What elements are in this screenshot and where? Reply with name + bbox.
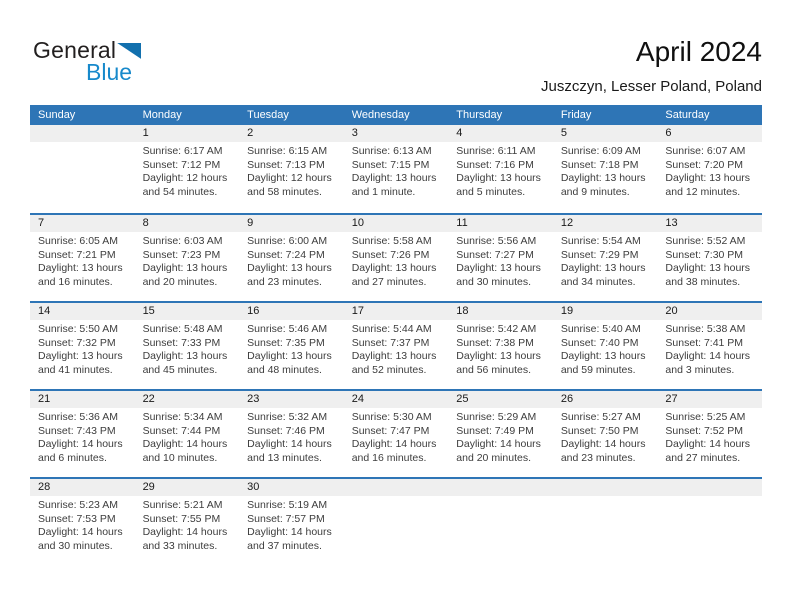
sunset-line: Sunset: 7:53 PM bbox=[38, 512, 116, 525]
day-details bbox=[657, 408, 762, 466]
sunset-line: Sunset: 7:41 PM bbox=[665, 336, 744, 349]
day-details bbox=[30, 320, 135, 378]
day-details bbox=[135, 408, 240, 466]
day-details bbox=[344, 408, 449, 466]
daylight-line-2: and 56 minutes. bbox=[456, 364, 531, 377]
daylight-line-1: Daylight: 12 hours bbox=[247, 172, 332, 185]
sunset-line: Sunset: 7:27 PM bbox=[456, 248, 534, 261]
weekday-header-wednesday: Wednesday bbox=[351, 109, 410, 121]
sunset-line: Sunset: 7:55 PM bbox=[142, 512, 221, 525]
daylight-line-1: Daylight: 13 hours bbox=[38, 350, 123, 363]
week-row bbox=[30, 301, 762, 389]
day-cell bbox=[30, 479, 135, 565]
day-number bbox=[553, 479, 658, 496]
day-number: 10 bbox=[344, 215, 449, 232]
daylight-line-2: and 20 minutes. bbox=[142, 276, 218, 289]
day-cell bbox=[553, 303, 658, 389]
day-cell bbox=[239, 303, 344, 389]
day-cell bbox=[135, 303, 240, 389]
sunset-line: Sunset: 7:33 PM bbox=[142, 336, 221, 349]
sunrise-line: Sunrise: 5:54 AM bbox=[560, 235, 641, 247]
general-blue-logo bbox=[33, 37, 141, 85]
day-details bbox=[30, 232, 135, 290]
sunrise-line: Sunrise: 5:40 AM bbox=[560, 323, 641, 335]
sunrise-line: Sunrise: 5:21 AM bbox=[142, 499, 223, 511]
sunset-line: Sunset: 7:29 PM bbox=[560, 248, 639, 261]
calendar-table bbox=[30, 105, 762, 565]
day-details bbox=[344, 232, 449, 290]
day-details bbox=[448, 496, 553, 499]
sunset-line: Sunset: 7:37 PM bbox=[351, 336, 430, 349]
day-number: 23 bbox=[239, 391, 344, 408]
sunset-line: Sunset: 7:24 PM bbox=[247, 248, 325, 261]
day-cell bbox=[30, 215, 135, 301]
daylight-line-1: Daylight: 14 hours bbox=[142, 438, 228, 451]
sunrise-line: Sunrise: 5:29 AM bbox=[456, 411, 537, 423]
day-details bbox=[448, 320, 553, 378]
sunrise-line: Sunrise: 5:52 AM bbox=[665, 235, 746, 247]
day-number: 21 bbox=[30, 391, 135, 408]
daylight-line-1: Daylight: 13 hours bbox=[142, 262, 228, 275]
day-cell bbox=[553, 125, 658, 213]
day-number bbox=[344, 479, 449, 496]
daylight-line-1: Daylight: 14 hours bbox=[247, 438, 332, 451]
sunrise-line: Sunrise: 6:13 AM bbox=[351, 145, 432, 157]
day-details bbox=[135, 142, 240, 200]
day-details bbox=[448, 408, 553, 466]
day-cell bbox=[135, 125, 240, 213]
sunrise-line: Sunrise: 6:11 AM bbox=[456, 145, 536, 157]
day-number: 24 bbox=[344, 391, 449, 408]
sunset-line: Sunset: 7:15 PM bbox=[351, 158, 430, 171]
day-number: 19 bbox=[553, 303, 658, 320]
weekday-header-friday: Friday bbox=[560, 109, 592, 121]
daylight-line-1: Daylight: 13 hours bbox=[456, 262, 541, 275]
day-details bbox=[239, 408, 344, 466]
daylight-line-1: Daylight: 14 hours bbox=[247, 526, 332, 539]
day-cell bbox=[657, 125, 762, 213]
logo-text-general: General bbox=[33, 37, 117, 63]
sunset-line: Sunset: 7:18 PM bbox=[560, 158, 639, 171]
sunrise-line: Sunrise: 5:46 AM bbox=[247, 323, 328, 335]
day-cell bbox=[448, 391, 553, 477]
day-details bbox=[553, 496, 658, 499]
sunrise-line: Sunrise: 5:19 AM bbox=[247, 499, 328, 511]
daylight-line-1: Daylight: 13 hours bbox=[142, 350, 228, 363]
day-number: 2 bbox=[239, 125, 344, 142]
day-details bbox=[239, 232, 344, 290]
sunset-line: Sunset: 7:50 PM bbox=[560, 424, 639, 437]
day-number bbox=[448, 479, 553, 496]
sunset-line: Sunset: 7:52 PM bbox=[665, 424, 744, 437]
daylight-line-2: and 30 minutes. bbox=[38, 540, 113, 553]
daylight-line-1: Daylight: 13 hours bbox=[560, 262, 646, 275]
day-details bbox=[30, 408, 135, 466]
sunset-line: Sunset: 7:35 PM bbox=[247, 336, 325, 349]
day-details bbox=[135, 320, 240, 378]
day-details bbox=[657, 232, 762, 290]
sunrise-line: Sunrise: 6:07 AM bbox=[665, 145, 746, 157]
day-cell bbox=[344, 215, 449, 301]
sunrise-line: Sunrise: 5:32 AM bbox=[247, 411, 328, 423]
day-number: 5 bbox=[553, 125, 658, 142]
daylight-line-1: Daylight: 14 hours bbox=[38, 526, 123, 539]
day-number: 25 bbox=[448, 391, 553, 408]
day-cell bbox=[657, 215, 762, 301]
day-details bbox=[553, 232, 658, 290]
day-details bbox=[553, 142, 658, 200]
sunrise-line: Sunrise: 5:44 AM bbox=[351, 323, 432, 335]
day-cell bbox=[344, 125, 449, 213]
day-cell bbox=[344, 391, 449, 477]
daylight-line-2: and 13 minutes. bbox=[247, 452, 322, 465]
day-cell bbox=[135, 215, 240, 301]
sunset-line: Sunset: 7:26 PM bbox=[351, 248, 430, 261]
daylight-line-1: Daylight: 14 hours bbox=[665, 438, 751, 451]
daylight-line-2: and 9 minutes. bbox=[560, 186, 630, 199]
daylight-line-1: Daylight: 12 hours bbox=[142, 172, 228, 185]
daylight-line-2: and 20 minutes. bbox=[456, 452, 531, 465]
daylight-line-2: and 41 minutes. bbox=[38, 364, 113, 377]
daylight-line-1: Daylight: 13 hours bbox=[456, 172, 541, 185]
day-details bbox=[657, 320, 762, 378]
daylight-line-2: and 27 minutes. bbox=[351, 276, 427, 289]
day-details bbox=[344, 320, 449, 378]
daylight-line-2: and 6 minutes. bbox=[38, 452, 107, 465]
day-number: 6 bbox=[657, 125, 762, 142]
day-number: 26 bbox=[553, 391, 658, 408]
page-title: April 2024 bbox=[635, 36, 762, 67]
daylight-line-1: Daylight: 13 hours bbox=[560, 172, 646, 185]
day-details bbox=[448, 232, 553, 290]
sunrise-line: Sunrise: 5:56 AM bbox=[456, 235, 537, 247]
day-details bbox=[135, 496, 240, 554]
day-details bbox=[657, 142, 762, 200]
daylight-line-1: Daylight: 13 hours bbox=[665, 172, 751, 185]
day-cell bbox=[135, 391, 240, 477]
daylight-line-1: Daylight: 13 hours bbox=[351, 172, 437, 185]
daylight-line-2: and 5 minutes. bbox=[456, 186, 526, 199]
day-cell bbox=[239, 391, 344, 477]
daylight-line-2: and 48 minutes. bbox=[247, 364, 322, 377]
daylight-line-1: Daylight: 13 hours bbox=[351, 350, 437, 363]
sunset-line: Sunset: 7:21 PM bbox=[38, 248, 116, 261]
day-details bbox=[657, 496, 762, 499]
day-number bbox=[30, 125, 135, 142]
sunrise-line: Sunrise: 5:25 AM bbox=[665, 411, 746, 423]
week-row bbox=[30, 213, 762, 301]
day-number: 13 bbox=[657, 215, 762, 232]
daylight-line-1: Daylight: 13 hours bbox=[560, 350, 646, 363]
sunrise-line: Sunrise: 5:42 AM bbox=[456, 323, 537, 335]
empty-day-cell bbox=[448, 479, 553, 565]
day-number: 14 bbox=[30, 303, 135, 320]
day-cell bbox=[657, 303, 762, 389]
day-details bbox=[344, 142, 449, 200]
day-details bbox=[553, 408, 658, 466]
weekday-header-tuesday: Tuesday bbox=[247, 109, 289, 121]
sunset-line: Sunset: 7:32 PM bbox=[38, 336, 116, 349]
logo-triangle-icon bbox=[117, 43, 141, 59]
daylight-line-2: and 37 minutes. bbox=[247, 540, 322, 553]
day-details bbox=[239, 142, 344, 200]
daylight-line-1: Daylight: 13 hours bbox=[665, 262, 751, 275]
sunset-line: Sunset: 7:13 PM bbox=[247, 158, 325, 171]
day-number: 30 bbox=[239, 479, 344, 496]
day-number: 11 bbox=[448, 215, 553, 232]
weekday-header-monday: Monday bbox=[142, 109, 182, 121]
empty-day-cell bbox=[553, 479, 658, 565]
day-cell bbox=[239, 479, 344, 565]
sunset-line: Sunset: 7:57 PM bbox=[247, 512, 325, 525]
day-number: 4 bbox=[448, 125, 553, 142]
sunset-line: Sunset: 7:49 PM bbox=[456, 424, 534, 437]
day-cell bbox=[448, 125, 553, 213]
day-number: 22 bbox=[135, 391, 240, 408]
day-cell bbox=[344, 303, 449, 389]
sunrise-line: Sunrise: 5:23 AM bbox=[38, 499, 118, 511]
sunset-line: Sunset: 7:12 PM bbox=[142, 158, 221, 171]
daylight-line-1: Daylight: 13 hours bbox=[247, 350, 332, 363]
day-number: 28 bbox=[30, 479, 135, 496]
day-cell bbox=[553, 215, 658, 301]
sunrise-line: Sunrise: 5:38 AM bbox=[665, 323, 746, 335]
day-cell bbox=[553, 391, 658, 477]
day-number: 20 bbox=[657, 303, 762, 320]
daylight-line-2: and 1 minute. bbox=[351, 186, 416, 199]
daylight-line-2: and 30 minutes. bbox=[456, 276, 531, 289]
day-number: 16 bbox=[239, 303, 344, 320]
day-cell bbox=[30, 303, 135, 389]
sunrise-line: Sunrise: 5:48 AM bbox=[142, 323, 223, 335]
sunrise-line: Sunrise: 5:27 AM bbox=[560, 411, 641, 423]
sunrise-line: Sunrise: 6:09 AM bbox=[560, 145, 641, 157]
day-number: 18 bbox=[448, 303, 553, 320]
daylight-line-2: and 27 minutes. bbox=[665, 452, 741, 465]
day-number: 8 bbox=[135, 215, 240, 232]
week-row bbox=[30, 477, 762, 565]
weekday-header-row bbox=[30, 105, 762, 125]
day-number: 3 bbox=[344, 125, 449, 142]
sunset-line: Sunset: 7:20 PM bbox=[665, 158, 744, 171]
daylight-line-2: and 3 minutes. bbox=[665, 364, 735, 377]
daylight-line-2: and 23 minutes. bbox=[560, 452, 636, 465]
daylight-line-1: Daylight: 13 hours bbox=[38, 262, 123, 275]
sunset-line: Sunset: 7:43 PM bbox=[38, 424, 116, 437]
sunset-line: Sunset: 7:44 PM bbox=[142, 424, 221, 437]
daylight-line-2: and 58 minutes. bbox=[247, 186, 322, 199]
empty-day-cell bbox=[657, 479, 762, 565]
sunrise-line: Sunrise: 6:17 AM bbox=[142, 145, 223, 157]
daylight-line-2: and 38 minutes. bbox=[665, 276, 741, 289]
day-number: 1 bbox=[135, 125, 240, 142]
daylight-line-1: Daylight: 14 hours bbox=[142, 526, 228, 539]
daylight-line-2: and 23 minutes. bbox=[247, 276, 322, 289]
sunrise-line: Sunrise: 6:00 AM bbox=[247, 235, 328, 247]
day-cell bbox=[239, 125, 344, 213]
day-cell bbox=[448, 215, 553, 301]
daylight-line-2: and 12 minutes. bbox=[665, 186, 741, 199]
daylight-line-1: Daylight: 14 hours bbox=[665, 350, 751, 363]
sunrise-line: Sunrise: 6:15 AM bbox=[247, 145, 328, 157]
sunset-line: Sunset: 7:40 PM bbox=[560, 336, 639, 349]
day-details bbox=[344, 496, 449, 499]
day-details bbox=[448, 142, 553, 200]
day-cell bbox=[448, 303, 553, 389]
sunset-line: Sunset: 7:38 PM bbox=[456, 336, 534, 349]
day-number: 9 bbox=[239, 215, 344, 232]
day-cell bbox=[135, 479, 240, 565]
sunrise-line: Sunrise: 6:03 AM bbox=[142, 235, 223, 247]
sunset-line: Sunset: 7:16 PM bbox=[456, 158, 534, 171]
daylight-line-1: Daylight: 14 hours bbox=[38, 438, 123, 451]
logo-text-blue: Blue bbox=[86, 59, 133, 85]
empty-day-cell bbox=[30, 125, 135, 213]
daylight-line-1: Daylight: 14 hours bbox=[560, 438, 646, 451]
sunset-line: Sunset: 7:46 PM bbox=[247, 424, 325, 437]
sunrise-line: Sunrise: 5:36 AM bbox=[38, 411, 118, 423]
day-number: 27 bbox=[657, 391, 762, 408]
daylight-line-2: and 45 minutes. bbox=[142, 364, 218, 377]
weekday-header-sunday: Sunday bbox=[38, 109, 76, 121]
empty-day-cell bbox=[344, 479, 449, 565]
daylight-line-2: and 33 minutes. bbox=[142, 540, 218, 553]
day-cell bbox=[30, 391, 135, 477]
daylight-line-1: Daylight: 13 hours bbox=[247, 262, 332, 275]
sunset-line: Sunset: 7:23 PM bbox=[142, 248, 221, 261]
day-details bbox=[239, 320, 344, 378]
day-number bbox=[657, 479, 762, 496]
daylight-line-2: and 34 minutes. bbox=[560, 276, 636, 289]
daylight-line-2: and 10 minutes. bbox=[142, 452, 218, 465]
calendar-weeks bbox=[30, 125, 762, 565]
sunset-line: Sunset: 7:30 PM bbox=[665, 248, 744, 261]
sunrise-line: Sunrise: 5:58 AM bbox=[351, 235, 432, 247]
day-number: 15 bbox=[135, 303, 240, 320]
daylight-line-1: Daylight: 14 hours bbox=[351, 438, 437, 451]
day-details bbox=[30, 142, 135, 145]
sunrise-line: Sunrise: 6:05 AM bbox=[38, 235, 118, 247]
daylight-line-2: and 59 minutes. bbox=[560, 364, 636, 377]
daylight-line-2: and 16 minutes. bbox=[351, 452, 427, 465]
week-row bbox=[30, 389, 762, 477]
day-cell bbox=[657, 391, 762, 477]
daylight-line-1: Daylight: 14 hours bbox=[456, 438, 541, 451]
weekday-header-thursday: Thursday bbox=[456, 109, 503, 121]
week-row bbox=[30, 125, 762, 213]
day-number: 17 bbox=[344, 303, 449, 320]
daylight-line-1: Daylight: 13 hours bbox=[351, 262, 437, 275]
day-details bbox=[553, 320, 658, 378]
day-details bbox=[135, 232, 240, 290]
daylight-line-2: and 54 minutes. bbox=[142, 186, 218, 199]
day-number: 12 bbox=[553, 215, 658, 232]
sunrise-line: Sunrise: 5:34 AM bbox=[142, 411, 223, 423]
day-details bbox=[239, 496, 344, 554]
day-number: 7 bbox=[30, 215, 135, 232]
day-cell bbox=[239, 215, 344, 301]
sunrise-line: Sunrise: 5:50 AM bbox=[38, 323, 118, 335]
sunrise-line: Sunrise: 5:30 AM bbox=[351, 411, 432, 423]
weekday-header-saturday: Saturday bbox=[665, 109, 710, 121]
daylight-line-2: and 16 minutes. bbox=[38, 276, 113, 289]
location-subtitle: Juszczyn, Lesser Poland, Poland bbox=[541, 78, 762, 95]
daylight-line-2: and 52 minutes. bbox=[351, 364, 427, 377]
day-details bbox=[30, 496, 135, 554]
day-number: 29 bbox=[135, 479, 240, 496]
daylight-line-1: Daylight: 13 hours bbox=[456, 350, 541, 363]
sunset-line: Sunset: 7:47 PM bbox=[351, 424, 430, 437]
